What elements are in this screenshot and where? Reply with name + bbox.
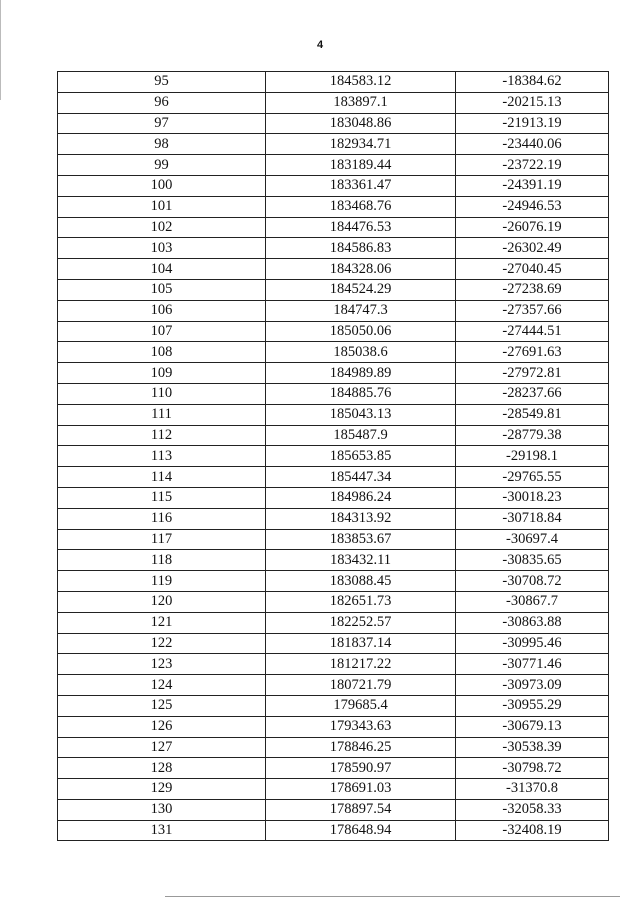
point-number-cell: 130 [58, 799, 266, 820]
point-number-cell: 116 [58, 508, 266, 529]
y-coordinate-cell: -30679.13 [456, 716, 609, 737]
table-row [58, 134, 609, 155]
x-coordinate-cell: 178648.94 [266, 820, 456, 841]
y-coordinate-cell: -21913.19 [456, 113, 609, 134]
point-number-cell: 128 [58, 758, 266, 779]
x-coordinate-cell: 185038.6 [266, 342, 456, 363]
y-coordinate-cell: -30995.46 [456, 633, 609, 654]
y-coordinate-cell: -30867.7 [456, 591, 609, 612]
point-number-cell: 131 [58, 820, 266, 841]
table-row [58, 571, 609, 592]
table-row [58, 487, 609, 508]
bottom-rule [165, 896, 620, 897]
y-coordinate-cell: -23440.06 [456, 134, 609, 155]
table-row [58, 72, 609, 93]
table-row [58, 779, 609, 800]
point-number-cell: 127 [58, 737, 266, 758]
x-coordinate-cell: 179343.63 [266, 716, 456, 737]
point-number-cell: 111 [58, 404, 266, 425]
x-coordinate-cell: 185653.85 [266, 446, 456, 467]
y-coordinate-cell: -18384.62 [456, 72, 609, 93]
coordinates-table [57, 71, 609, 841]
x-coordinate-cell: 181837.14 [266, 633, 456, 654]
y-coordinate-cell: -29765.55 [456, 467, 609, 488]
point-number-cell: 122 [58, 633, 266, 654]
point-number-cell: 120 [58, 591, 266, 612]
x-coordinate-cell: 185447.34 [266, 467, 456, 488]
table-row [58, 238, 609, 259]
x-coordinate-cell: 183189.44 [266, 155, 456, 176]
y-coordinate-cell: -27040.45 [456, 259, 609, 280]
x-coordinate-cell: 184328.06 [266, 259, 456, 280]
x-coordinate-cell: 178897.54 [266, 799, 456, 820]
table-row [58, 383, 609, 404]
table-row [58, 300, 609, 321]
y-coordinate-cell: -30718.84 [456, 508, 609, 529]
point-number-cell: 100 [58, 175, 266, 196]
y-coordinate-cell: -30973.09 [456, 675, 609, 696]
y-coordinate-cell: -27357.66 [456, 300, 609, 321]
y-coordinate-cell: -31370.8 [456, 779, 609, 800]
table-row [58, 467, 609, 488]
y-coordinate-cell: -28779.38 [456, 425, 609, 446]
x-coordinate-cell: 184885.76 [266, 383, 456, 404]
point-number-cell: 106 [58, 300, 266, 321]
point-number-cell: 114 [58, 467, 266, 488]
y-coordinate-cell: -29198.1 [456, 446, 609, 467]
point-number-cell: 108 [58, 342, 266, 363]
table-row [58, 92, 609, 113]
y-coordinate-cell: -27691.63 [456, 342, 609, 363]
table-row [58, 633, 609, 654]
table-row [58, 820, 609, 841]
x-coordinate-cell: 183048.86 [266, 113, 456, 134]
x-coordinate-cell: 184476.53 [266, 217, 456, 238]
table-row [58, 799, 609, 820]
point-number-cell: 125 [58, 695, 266, 716]
point-number-cell: 96 [58, 92, 266, 113]
point-number-cell: 119 [58, 571, 266, 592]
x-coordinate-cell: 185043.13 [266, 404, 456, 425]
table-row [58, 279, 609, 300]
table-row [58, 155, 609, 176]
table-row [58, 321, 609, 342]
point-number-cell: 117 [58, 529, 266, 550]
table-row [58, 404, 609, 425]
point-number-cell: 107 [58, 321, 266, 342]
x-coordinate-cell: 184986.24 [266, 487, 456, 508]
y-coordinate-cell: -30697.4 [456, 529, 609, 550]
table-row [58, 217, 609, 238]
point-number-cell: 105 [58, 279, 266, 300]
y-coordinate-cell: -30771.46 [456, 654, 609, 675]
x-coordinate-cell: 183853.67 [266, 529, 456, 550]
coordinates-table-body [58, 72, 609, 841]
page-number: 4 [316, 39, 324, 51]
point-number-cell: 97 [58, 113, 266, 134]
x-coordinate-cell: 184313.92 [266, 508, 456, 529]
point-number-cell: 126 [58, 716, 266, 737]
table-row [58, 113, 609, 134]
y-coordinate-cell: -28549.81 [456, 404, 609, 425]
x-coordinate-cell: 178590.97 [266, 758, 456, 779]
y-coordinate-cell: -24946.53 [456, 196, 609, 217]
table-row [58, 612, 609, 633]
point-number-cell: 113 [58, 446, 266, 467]
x-coordinate-cell: 184747.3 [266, 300, 456, 321]
point-number-cell: 95 [58, 72, 266, 93]
y-coordinate-cell: -27444.51 [456, 321, 609, 342]
x-coordinate-cell: 182252.57 [266, 612, 456, 633]
y-coordinate-cell: -20215.13 [456, 92, 609, 113]
x-coordinate-cell: 184524.29 [266, 279, 456, 300]
table-row [58, 716, 609, 737]
y-coordinate-cell: -30835.65 [456, 550, 609, 571]
y-coordinate-cell: -24391.19 [456, 175, 609, 196]
table-row [58, 695, 609, 716]
point-number-cell: 123 [58, 654, 266, 675]
point-number-cell: 124 [58, 675, 266, 696]
x-coordinate-cell: 183468.76 [266, 196, 456, 217]
y-coordinate-cell: -26302.49 [456, 238, 609, 259]
table-row [58, 342, 609, 363]
x-coordinate-cell: 183088.45 [266, 571, 456, 592]
point-number-cell: 115 [58, 487, 266, 508]
table-row [58, 550, 609, 571]
x-coordinate-cell: 184583.12 [266, 72, 456, 93]
point-number-cell: 104 [58, 259, 266, 280]
x-coordinate-cell: 183432.11 [266, 550, 456, 571]
point-number-cell: 110 [58, 383, 266, 404]
table-row [58, 196, 609, 217]
y-coordinate-cell: -30863.88 [456, 612, 609, 633]
x-coordinate-cell: 185050.06 [266, 321, 456, 342]
table-row [58, 675, 609, 696]
point-number-cell: 129 [58, 779, 266, 800]
point-number-cell: 99 [58, 155, 266, 176]
y-coordinate-cell: -23722.19 [456, 155, 609, 176]
table-row [58, 425, 609, 446]
x-coordinate-cell: 182651.73 [266, 591, 456, 612]
x-coordinate-cell: 184586.83 [266, 238, 456, 259]
point-number-cell: 102 [58, 217, 266, 238]
x-coordinate-cell: 178691.03 [266, 779, 456, 800]
x-coordinate-cell: 180721.79 [266, 675, 456, 696]
y-coordinate-cell: -32058.33 [456, 799, 609, 820]
point-number-cell: 109 [58, 363, 266, 384]
y-coordinate-cell: -30538.39 [456, 737, 609, 758]
table-row [58, 175, 609, 196]
y-coordinate-cell: -30018.23 [456, 487, 609, 508]
table-row [58, 529, 609, 550]
point-number-cell: 121 [58, 612, 266, 633]
x-coordinate-cell: 178846.25 [266, 737, 456, 758]
x-coordinate-cell: 185487.9 [266, 425, 456, 446]
x-coordinate-cell: 183361.47 [266, 175, 456, 196]
point-number-cell: 98 [58, 134, 266, 155]
x-coordinate-cell: 184989.89 [266, 363, 456, 384]
x-coordinate-cell: 182934.71 [266, 134, 456, 155]
table-row [58, 259, 609, 280]
x-coordinate-cell: 181217.22 [266, 654, 456, 675]
point-number-cell: 118 [58, 550, 266, 571]
y-coordinate-cell: -30798.72 [456, 758, 609, 779]
table-row [58, 591, 609, 612]
y-coordinate-cell: -28237.66 [456, 383, 609, 404]
y-coordinate-cell: -27238.69 [456, 279, 609, 300]
point-number-cell: 112 [58, 425, 266, 446]
y-coordinate-cell: -27972.81 [456, 363, 609, 384]
table-row [58, 446, 609, 467]
x-coordinate-cell: 183897.1 [266, 92, 456, 113]
point-number-cell: 103 [58, 238, 266, 259]
table-row [58, 737, 609, 758]
table-row [58, 508, 609, 529]
table-row [58, 654, 609, 675]
y-coordinate-cell: -32408.19 [456, 820, 609, 841]
table-row [58, 363, 609, 384]
x-coordinate-cell: 179685.4 [266, 695, 456, 716]
table-row [58, 758, 609, 779]
y-coordinate-cell: -30955.29 [456, 695, 609, 716]
y-coordinate-cell: -26076.19 [456, 217, 609, 238]
y-coordinate-cell: -30708.72 [456, 571, 609, 592]
point-number-cell: 101 [58, 196, 266, 217]
